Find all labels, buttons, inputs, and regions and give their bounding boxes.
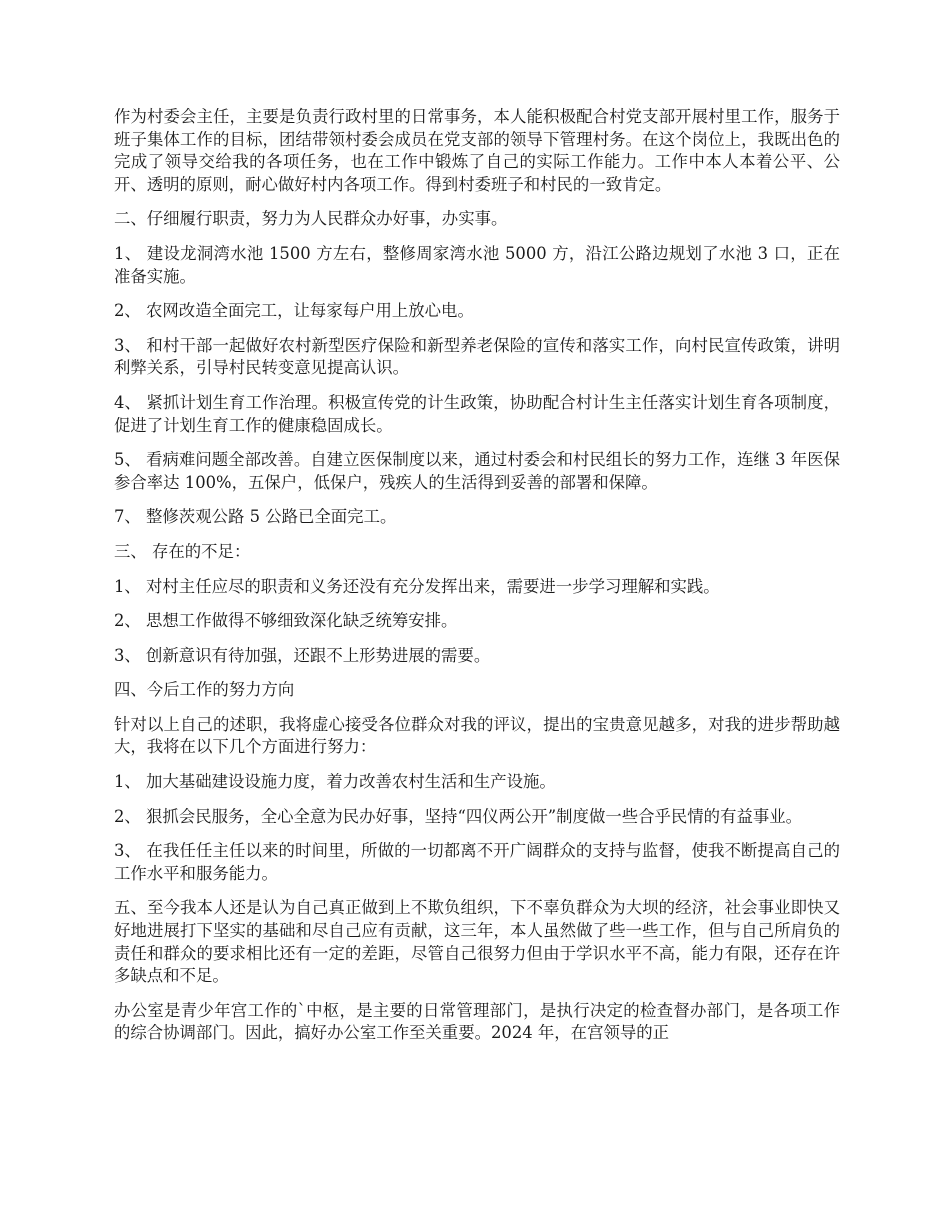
paragraph-body: 针对以上自己的述职，我将虚心接受各位群众对我的评议，提出的宝贵意见越多，对我的进步帮助越大，我将在以下几个方面进行努力： xyxy=(114,714,840,757)
list-item: 3、 创新意识有待加强，还跟不上形势进展的需要。 xyxy=(114,645,491,665)
section-heading-3: 三、 存在的不足： xyxy=(114,541,251,561)
list-item: 1、 建设龙洞湾水池 1500 方左右，整修周家湾水池 5000 方，沿江公路边规划了水池 3 口，正在准备实施。 xyxy=(114,243,840,286)
list-item: 5、 看病难问题全部改善。自建立医保制度以来，通过村委会和村民组长的努力工作，连继 3 年医保参合率达 100%，五保户，低保户，残疾人的生活得到妥善的部署和保障。 xyxy=(114,450,840,492)
list-item: 7、 整修茨观公路 5 公路已全面完工。 xyxy=(114,507,397,527)
list-item: 2、 农网改造全面完工，让每家每户用上放心电。 xyxy=(114,301,474,321)
section-heading-2: 二、仔细履行职责，努力为人民群众办好事，办实事。 xyxy=(114,209,508,229)
section-heading-4: 四、今后工作的努力方向 xyxy=(114,680,295,700)
list-item: 1、 对村主任应尽的职责和义务还没有充分发挥出来，需要进一步学习理解和实践。 xyxy=(114,576,720,596)
list-item: 2、 狠抓会民服务，全心全意为民办好事，坚持“四仪两公开”制度做一些合乎民情的有益事业。 xyxy=(114,806,803,826)
paragraph-intro: 作为村委会主任，主要是负责行政村里的日常事务，本人能积极配合村党支部开展村里工作，服务于班子集体工作的目标，团结带领村委会成员在党支部的领导下管理村务。在这个岗位上，我既出色的完成了领导交给我的各项任务，也在工作中锻炼了自己的实际工作能力。工作中本人本着公平、公开、透明的原则，耐心做好村内各项工作。得到村委班子和村民的一致肯定。 xyxy=(114,107,840,194)
list-item: 4、 紧抓计划生育工作治理。积极宣传党的计生政策，协助配合村计生主任落实计划生育各项制度，促进了计划生育工作的健康稳固成长。 xyxy=(114,392,840,435)
list-item: 3、 和村干部一起做好农村新型医疗保险和新型养老保险的宣传和落实工作，向村民宣传政策，讲明利弊关系，引导村民转变意见提高认识。 xyxy=(114,335,840,378)
list-item: 1、 加大基础建设设施力度，着力改善农村生活和生产设施。 xyxy=(114,772,556,792)
paragraph-office: 办公室是青少年宫工作的`中枢，是主要的日常管理部门，是执行决定的检查督办部门，是各项工作的综合协调部门。因此，搞好办公室工作至关重要。2024 年，在宫领导的正 xyxy=(114,1000,840,1043)
list-item: 3、 在我任任主任以来的时间里，所做的一切都离不开广阔群众的支持与监督，使我不断提高自己的工作水平和服务能力。 xyxy=(114,841,840,883)
section-paragraph-5: 五、至今我本人还是认为自己真正做到上不欺负组织，下不辜负群众为大坝的经济，社会事业即快又好地进展打下坚实的基础和尽自己应有贡献，这三年，本人虽然做了些一些工作，但与自己所肩负的责任和群众的要求相比还有一定的差距，尽管自己很努力但由于学识水平不高，能力有限，还存在许多缺点和不足。 xyxy=(114,898,840,986)
list-item: 2、 思想工作做得不够细致深化缺乏统筹安排。 xyxy=(114,611,458,631)
